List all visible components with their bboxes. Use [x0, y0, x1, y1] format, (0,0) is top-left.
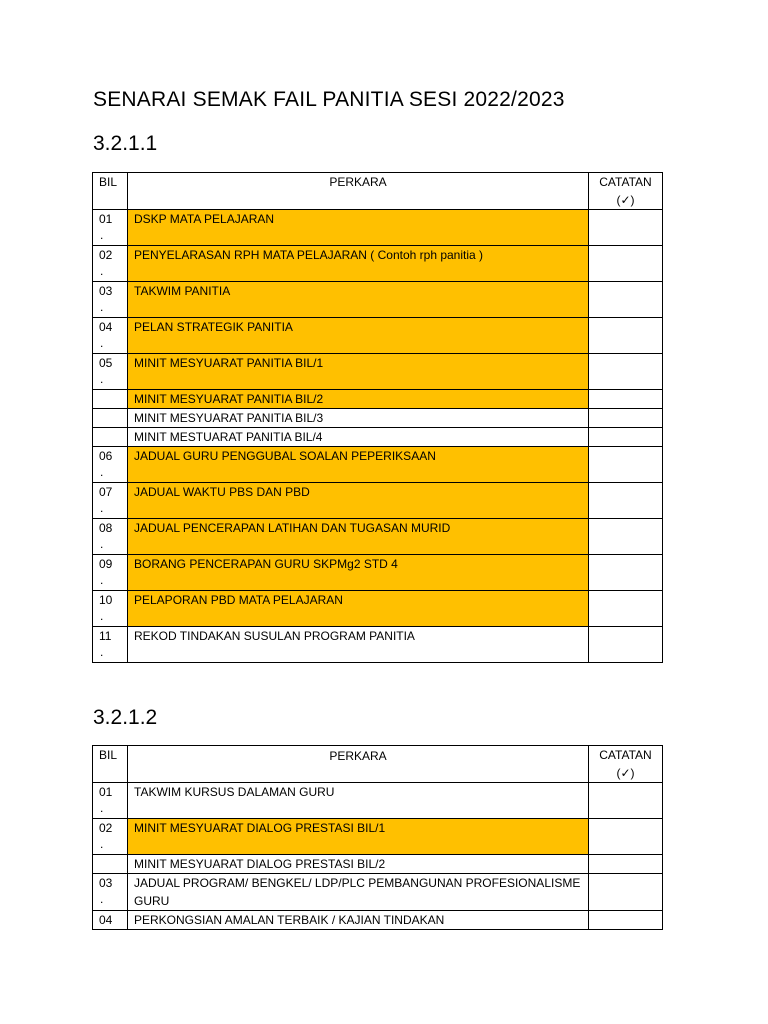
row-number [93, 390, 128, 409]
table-row [93, 354, 663, 390]
row-catatan-cell[interactable] [589, 519, 663, 555]
table-row [93, 627, 663, 663]
row-catatan-cell[interactable] [589, 428, 663, 447]
row-number: 06 . [93, 447, 128, 483]
table-row [93, 409, 663, 428]
row-item: MINIT MESYUARAT PANITIA BIL/1 [128, 354, 589, 390]
table-row [93, 819, 663, 855]
row-catatan-cell[interactable] [589, 591, 663, 627]
row-catatan-cell[interactable] [589, 318, 663, 354]
table-header-row [93, 173, 663, 210]
row-item: MINIT MESYUARAT PANITIA BIL/2 [128, 390, 589, 409]
row-item: MINIT MESYUARAT DIALOG PRESTASI BIL/2 [128, 855, 589, 874]
row-number: 03 . [93, 874, 128, 911]
table-row [93, 483, 663, 519]
row-catatan-cell[interactable] [589, 390, 663, 409]
table-row [93, 246, 663, 282]
row-catatan-cell[interactable] [589, 409, 663, 428]
row-number: 10 . [93, 591, 128, 627]
row-number: 04 [93, 911, 128, 930]
checklist-body [93, 173, 663, 663]
row-number: 04 . [93, 318, 128, 354]
table-row [93, 555, 663, 591]
row-number [93, 409, 128, 428]
row-item: PERKONGSIAN AMALAN TERBAIK / KAJIAN TINDAKAN [128, 911, 589, 930]
table-row [93, 428, 663, 447]
page-title: SENARAI SEMAK FAIL PANITIA SESI 2022/2023 [93, 88, 565, 111]
row-item: DSKP MATA PELAJARAN [128, 210, 589, 246]
row-item: REKOD TINDAKAN SUSULAN PROGRAM PANITIA [128, 627, 589, 663]
row-catatan-cell[interactable] [589, 819, 663, 855]
table-row [93, 210, 663, 246]
table-row [93, 874, 663, 911]
section-title-3-2-1-2: 3.2.1.2 [93, 706, 158, 729]
checklist-table-3-2-1-2 [92, 745, 663, 930]
row-catatan-cell[interactable] [589, 874, 663, 911]
table-row [93, 591, 663, 627]
row-item: MINIT MESYUARAT PANITIA BIL/3 [128, 409, 589, 428]
table-row [93, 855, 663, 874]
row-catatan-cell[interactable] [589, 627, 663, 663]
checklist-table-3-2-1-1 [92, 172, 663, 663]
row-item: JADUAL PENCERAPAN LATIHAN DAN TUGASAN MURID [128, 519, 589, 555]
row-number: 09 . [93, 555, 128, 591]
row-number [93, 428, 128, 447]
table-row [93, 282, 663, 318]
row-number: 01 . [93, 783, 128, 819]
header-catatan: CATATAN (✓) [589, 173, 663, 210]
table-row [93, 911, 663, 930]
table-row [93, 390, 663, 409]
row-item: MINIT MESYUARAT DIALOG PRESTASI BIL/1 [128, 819, 589, 855]
table-row [93, 447, 663, 483]
row-number: 11 . [93, 627, 128, 663]
row-item: TAKWIM PANITIA [128, 282, 589, 318]
section-title-3-2-1-1: 3.2.1.1 [93, 132, 158, 155]
table-row [93, 318, 663, 354]
row-catatan-cell[interactable] [589, 354, 663, 390]
check-mark-icon: (✓) [616, 193, 635, 207]
row-catatan-cell[interactable] [589, 246, 663, 282]
row-catatan-cell[interactable] [589, 282, 663, 318]
row-item: JADUAL PROGRAM/ BENGKEL/ LDP/PLC PEMBANGUNAN PROFESIONALISME GURU [128, 874, 589, 911]
table-row [93, 519, 663, 555]
row-item: TAKWIM KURSUS DALAMAN GURU [128, 783, 589, 819]
row-number: 08 . [93, 519, 128, 555]
row-item: BORANG PENCERAPAN GURU SKPMg2 STD 4 [128, 555, 589, 591]
header-bil: BIL [93, 173, 128, 210]
header-bil: BIL [93, 746, 128, 783]
header-perkara: PERKARA [128, 173, 589, 210]
row-number: 01 . [93, 210, 128, 246]
header-perkara: PERKARA [128, 746, 589, 783]
row-item: PELAN STRATEGIK PANITIA [128, 318, 589, 354]
row-number: 03 . [93, 282, 128, 318]
check-mark-icon: (✓) [616, 766, 635, 780]
row-item: JADUAL WAKTU PBS DAN PBD [128, 483, 589, 519]
row-catatan-cell[interactable] [589, 483, 663, 519]
row-item: MINIT MESTUARAT PANITIA BIL/4 [128, 428, 589, 447]
row-item: PELAPORAN PBD MATA PELAJARAN [128, 591, 589, 627]
row-catatan-cell[interactable] [589, 555, 663, 591]
row-catatan-cell[interactable] [589, 911, 663, 930]
row-item: PENYELARASAN RPH MATA PELAJARAN ( Contoh rph panitia ) [128, 246, 589, 282]
row-catatan-cell[interactable] [589, 855, 663, 874]
row-catatan-cell[interactable] [589, 783, 663, 819]
row-item: JADUAL GURU PENGGUBAL SOALAN PEPERIKSAAN [128, 447, 589, 483]
header-catatan: CATATAN (✓) [589, 746, 663, 783]
row-number: 07 . [93, 483, 128, 519]
row-number: 05 . [93, 354, 128, 390]
row-number: 02 . [93, 819, 128, 855]
row-catatan-cell[interactable] [589, 210, 663, 246]
row-catatan-cell[interactable] [589, 447, 663, 483]
table-row [93, 783, 663, 819]
table-header-row [93, 746, 663, 783]
row-number: 02 . [93, 246, 128, 282]
checklist-body [93, 746, 663, 930]
row-number [93, 855, 128, 874]
